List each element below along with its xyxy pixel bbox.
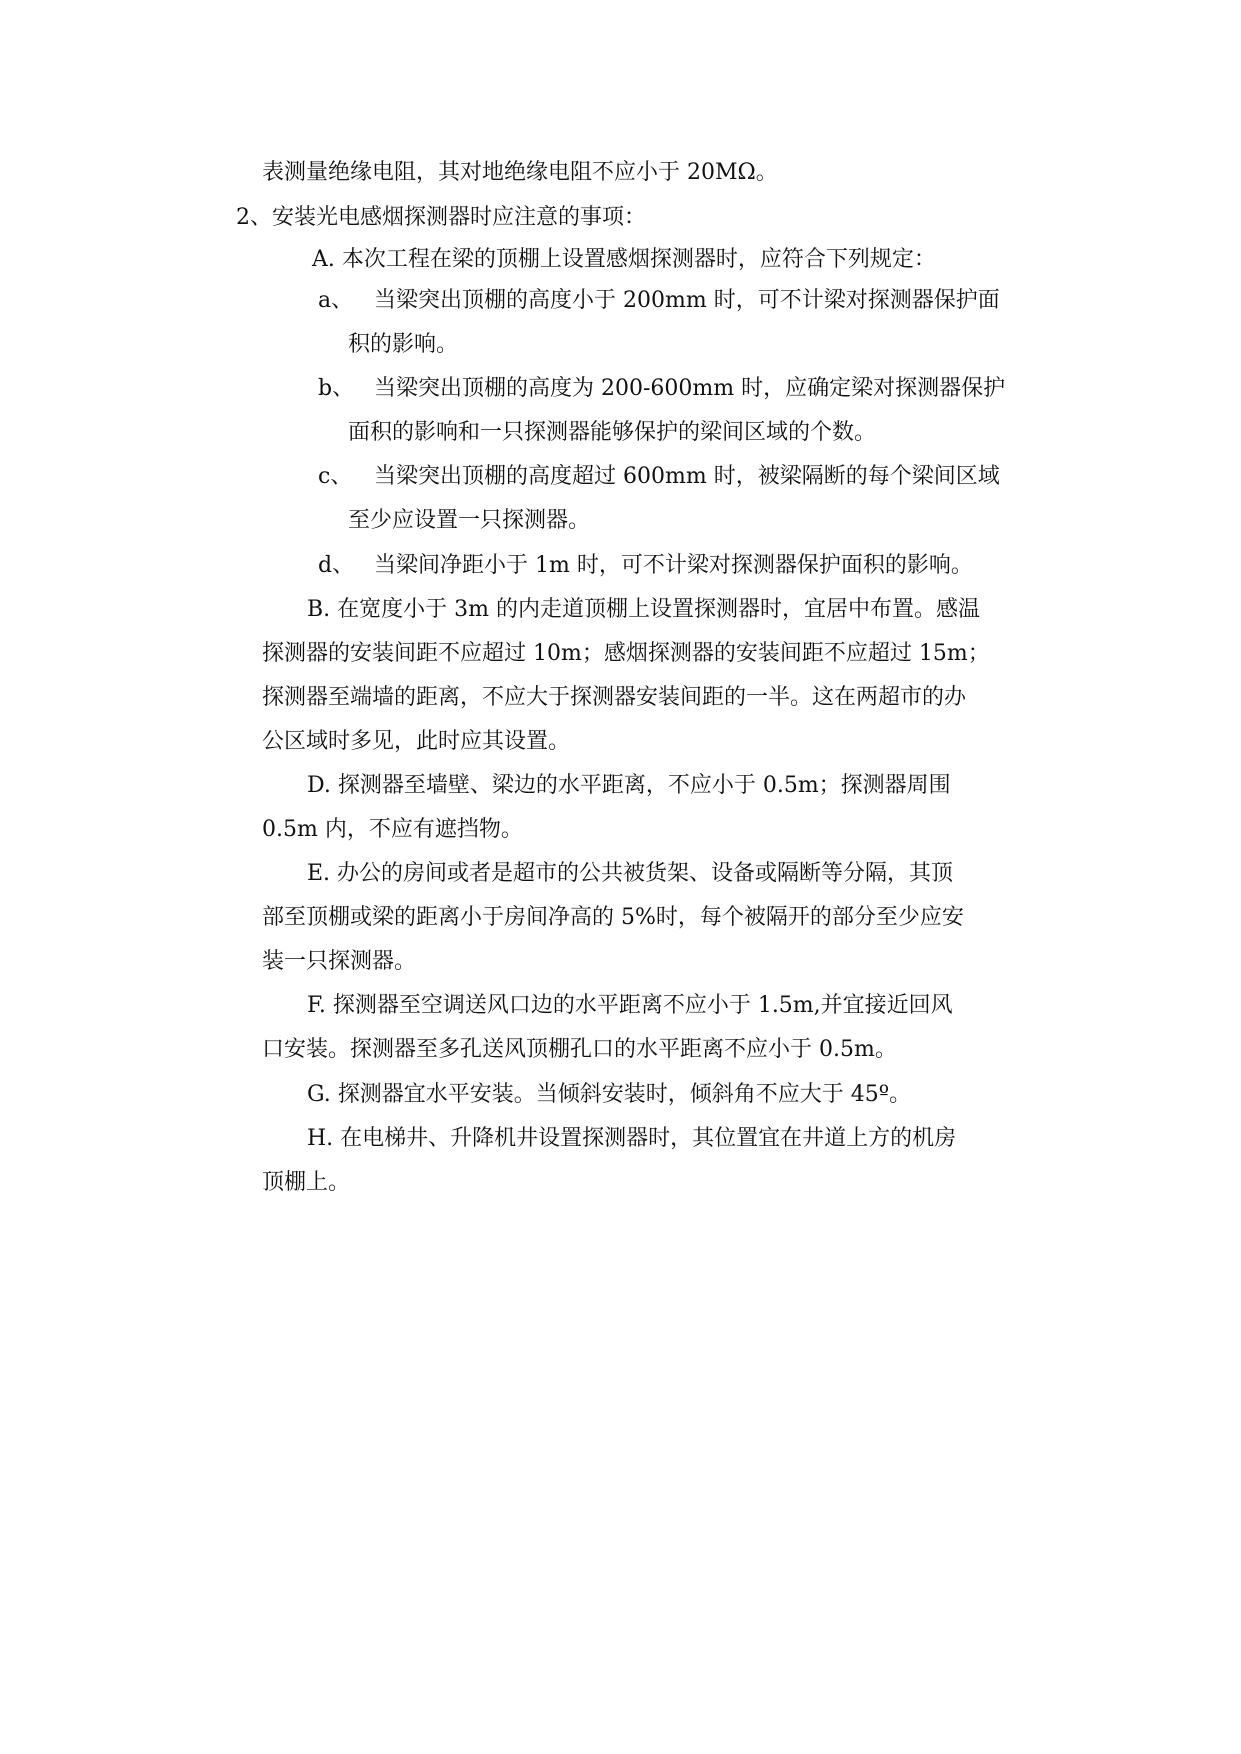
sub-item-d — [318, 551, 973, 581]
clause-b-line-1: B. 在宽度小于 3m 的内走道顶棚上设置探测器时，宜居中布置。感温 — [307, 597, 981, 622]
clause-g-line-1: G. 探测器宜水平安装。当倾斜安装时，倾斜角不应大于 45º。 — [307, 1082, 912, 1107]
sub-item-d-text: 当梁间净距小于 1m 时，可不计梁对探测器保护面积的影响。 — [374, 553, 973, 578]
sub-item-d-mark: d、 — [318, 553, 355, 578]
clause-h-line-1: H. 在电梯井、升降机井设置探测器时，其位置宜在井道上方的机房 — [307, 1126, 957, 1151]
sub-item-a-continuation: 积的影响。 — [348, 332, 459, 357]
clause-a-heading: A. 本次工程在梁的顶棚上设置感烟探测器时，应符合下列规定： — [312, 247, 936, 272]
sub-item-a-text: 当梁突出顶棚的高度小于 200mm 时，可不计梁对探测器保护面 — [374, 288, 1000, 313]
sub-item-b — [318, 374, 1005, 404]
clause-f-line-1: F. 探测器至空调送风口边的水平距离不应小于 1.5m,并宜接近回风 — [307, 993, 953, 1018]
clause-e-line-3: 装一只探测器。 — [262, 949, 417, 974]
clause-b-line-4: 公区域时多见，此时应其设置。 — [262, 729, 571, 754]
clause-h-line-2: 顶棚上。 — [262, 1170, 351, 1195]
sub-item-a-mark: a、 — [318, 288, 354, 313]
clause-f-line-2: 口安装。探测器至多孔送风顶棚孔口的水平距离不应小于 0.5m。 — [262, 1037, 897, 1062]
sub-item-b-mark: b、 — [318, 376, 355, 401]
section-heading-2: 2、安装光电感烟探测器时应注意的事项： — [236, 205, 646, 230]
clause-d-line-1: D. 探测器至墙壁、梁边的水平距离，不应小于 0.5m；探测器周围 — [307, 773, 951, 798]
sub-item-b-text: 当梁突出顶棚的高度为 200-600mm 时，应确定梁对探测器保护 — [374, 376, 1006, 401]
sub-item-a — [318, 286, 1000, 316]
sub-item-c-text: 当梁突出顶棚的高度超过 600mm 时，被梁隔断的每个梁间区域 — [374, 464, 1000, 489]
text-line-insulation: 表测量绝缘电阻，其对地绝缘电阻不应小于 20MΩ。 — [262, 160, 778, 185]
clause-e-line-1: E. 办公的房间或者是超市的公共被货架、设备或隔断等分隔，其顶 — [307, 861, 954, 886]
sub-item-c-continuation: 至少应设置一只探测器。 — [348, 508, 591, 533]
clause-e-line-2: 部至顶棚或梁的距离小于房间净高的 5%时，每个被隔开的部分至少应安 — [262, 905, 964, 930]
clause-b-line-2: 探测器的安装间距不应超过 10m；感烟探测器的安装间距不应超过 15m； — [262, 641, 990, 666]
clause-d-line-2: 0.5m 内，不应有遮挡物。 — [262, 817, 523, 842]
clause-b-line-3: 探测器至端墙的距离，不应大于探测器安装间距的一半。这在两超市的办 — [262, 685, 967, 710]
sub-item-c-mark: c、 — [318, 464, 353, 489]
sub-item-b-continuation: 面积的影响和一只探测器能够保护的梁间区域的个数。 — [348, 420, 877, 445]
sub-item-c — [318, 462, 1000, 492]
